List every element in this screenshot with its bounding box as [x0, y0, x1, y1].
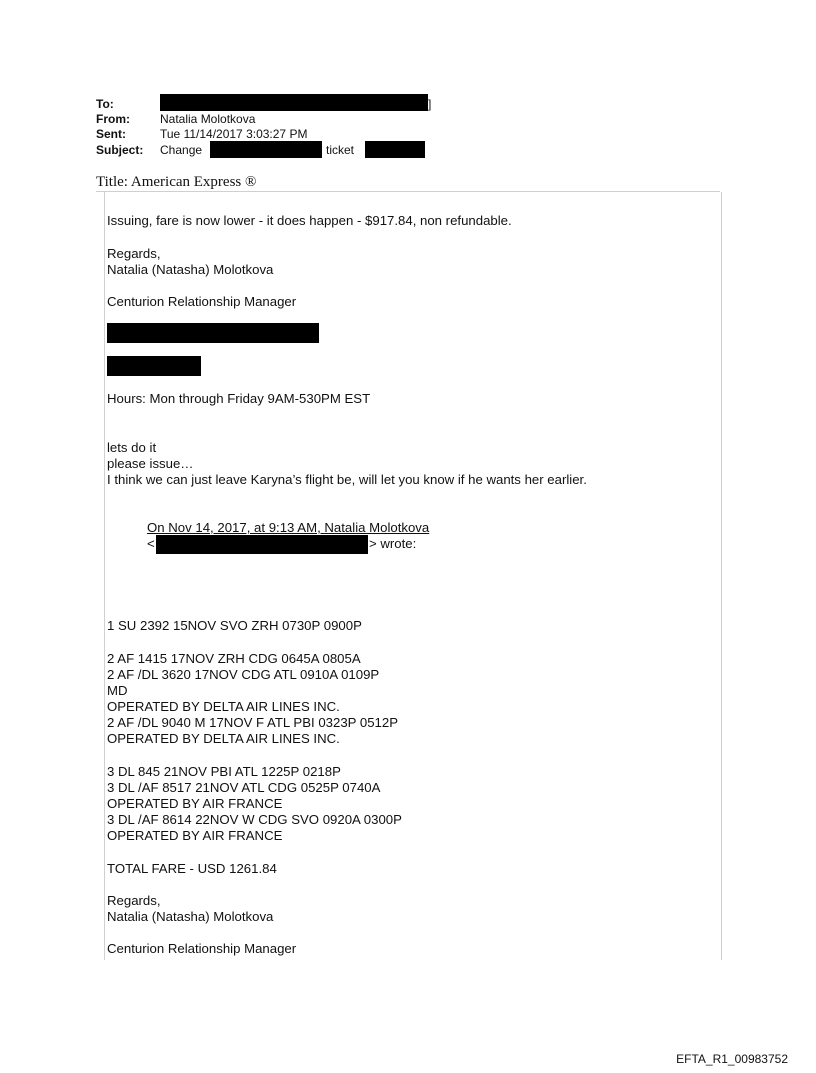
itinerary-line: 3 DL /AF 8517 21NOV ATL CDG 0525P 0740A	[107, 780, 381, 795]
office-hours: Hours: Mon through Friday 9AM-530PM EST	[107, 391, 371, 406]
reply-line: lets do it	[107, 440, 157, 455]
sent-label: Sent:	[96, 127, 126, 141]
subject-word-ticket: ticket	[326, 143, 355, 157]
redaction-bar	[210, 141, 322, 158]
redaction-bar	[156, 535, 368, 554]
itinerary-line: OPERATED BY DELTA AIR LINES INC.	[107, 699, 340, 714]
itinerary-line: 2 AF 1415 17NOV ZRH CDG 0645A 0805A	[107, 651, 361, 666]
redaction-bar	[107, 323, 319, 343]
signature-name: Natalia (Natasha) Molotkova	[107, 909, 274, 924]
from-value: Natalia Molotkova	[160, 112, 256, 126]
quote-wrote: > wrote:	[369, 536, 417, 551]
signature-role: Centurion Relationship Manager	[107, 941, 297, 956]
to-label: To:	[96, 97, 114, 111]
itinerary-line: OPERATED BY DELTA AIR LINES INC.	[107, 731, 340, 746]
signature-role: Centurion Relationship Manager	[107, 294, 297, 309]
itinerary-line: OPERATED BY AIR FRANCE	[107, 796, 283, 811]
quote-open-bracket: <	[147, 536, 155, 551]
subject-label: Subject:	[96, 143, 144, 157]
reply-line: please issue…	[107, 456, 194, 471]
redaction-bar	[107, 356, 201, 376]
subject-word-change: Change	[160, 143, 203, 157]
document-title: Title: American Express ®	[96, 174, 257, 190]
itinerary-line: OPERATED BY AIR FRANCE	[107, 828, 283, 843]
bates-number: EFTA_R1_00983752	[676, 1052, 788, 1066]
total-fare: TOTAL FARE - USD 1261.84	[107, 861, 277, 876]
from-label: From:	[96, 112, 130, 126]
redaction-bar	[160, 94, 428, 111]
sent-value: Tue 11/14/2017 3:03:27 PM	[160, 127, 308, 141]
message-line: Issuing, fare is now lower - it does happen - $917.84, non refundable.	[107, 213, 512, 228]
itinerary-line: 1 SU 2392 15NOV SVO ZRH 0730P 0900P	[107, 618, 362, 633]
itinerary-line: 3 DL /AF 8614 22NOV W CDG SVO 0920A 0300P	[107, 812, 402, 827]
itinerary-line: 3 DL 845 21NOV PBI ATL 1225P 0218P	[107, 764, 341, 779]
itinerary-line: MD	[107, 683, 128, 698]
redaction-bar	[365, 141, 425, 158]
signature-regards: Regards,	[107, 246, 161, 261]
reply-line: I think we can just leave Karyna’s flight be, will let you know if he wants her earlier.	[107, 472, 587, 487]
itinerary-line: 2 AF /DL 3620 17NOV CDG ATL 0910A 0109P	[107, 667, 380, 682]
itinerary-line: 2 AF /DL 9040 M 17NOV F ATL PBI 0323P 0512P	[107, 715, 399, 730]
to-trailing-bracket: ]	[428, 97, 432, 111]
signature-name: Natalia (Natasha) Molotkova	[107, 262, 274, 277]
signature-regards: Regards,	[107, 893, 161, 908]
quote-header: On Nov 14, 2017, at 9:13 AM, Natalia Molotkova	[147, 520, 430, 535]
